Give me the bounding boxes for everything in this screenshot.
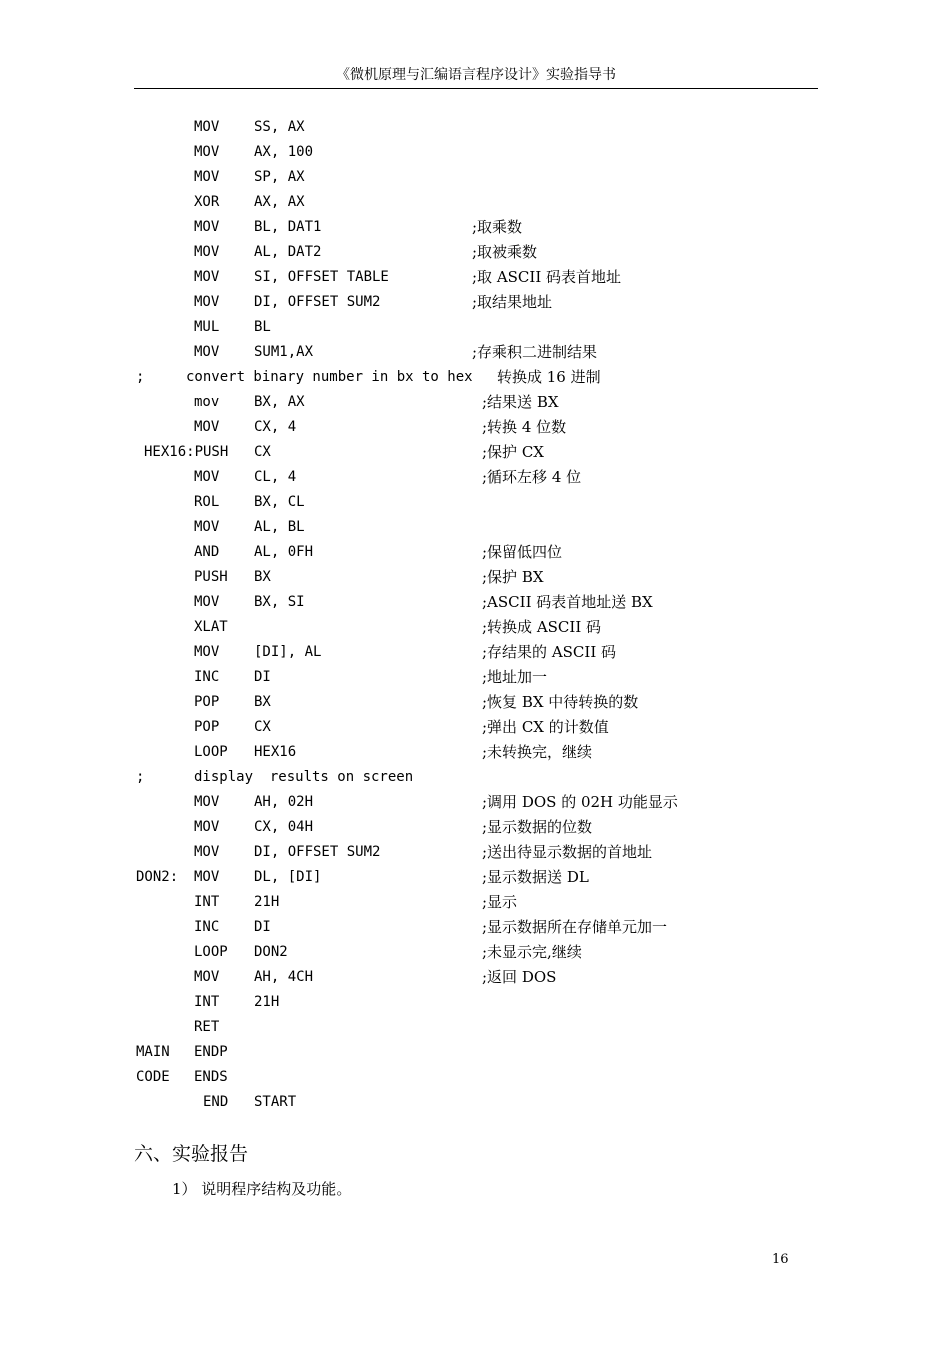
code-comment: ;保护 BX <box>482 568 544 586</box>
code-comment: ;转换 4 位数 <box>482 418 567 436</box>
code-line <box>0 465 952 490</box>
report-item: 1） 说明程序结构及功能。 <box>172 1180 352 1198</box>
code-line <box>0 440 952 465</box>
code-line <box>0 490 952 515</box>
code-comment: ;地址加一 <box>482 668 548 686</box>
code-comment-text: display results on screen <box>194 769 414 785</box>
code-opcode: INC <box>194 669 220 685</box>
code-label: HEX16:PUSH <box>144 444 229 460</box>
code-line <box>0 715 952 740</box>
code-comment: ;取被乘数 <box>472 243 538 261</box>
code-line <box>0 565 952 590</box>
code-operands: CX <box>254 444 271 460</box>
code-operands: AL, BL <box>254 519 305 535</box>
code-operands: AH, 4CH <box>254 969 314 985</box>
code-operands: 21H <box>254 994 280 1010</box>
code-operands: DI, OFFSET SUM2 <box>254 294 381 310</box>
code-opcode: MOV <box>194 269 220 285</box>
code-opcode: END <box>203 1094 229 1110</box>
code-opcode: INC <box>194 919 220 935</box>
code-comment: ;调用 DOS 的 02H 功能显示 <box>482 793 678 811</box>
code-line <box>0 315 952 340</box>
code-opcode: mov <box>194 394 220 410</box>
code-operands: SS, AX <box>254 119 305 135</box>
code-comment: ;存乘积二进制结果 <box>472 343 598 361</box>
code-operands: BL <box>254 319 271 335</box>
code-operands: DL, [DI] <box>254 869 322 885</box>
code-opcode: MOV <box>194 519 220 535</box>
code-opcode: XLAT <box>194 619 228 635</box>
code-opcode: MOV <box>194 169 220 185</box>
code-line <box>0 590 952 615</box>
code-operands: DI <box>254 919 271 935</box>
code-line <box>0 215 952 240</box>
code-opcode: MOV <box>194 294 220 310</box>
code-operands: SP, AX <box>254 169 305 185</box>
page-header-title: 《微机原理与汇编语言程序设计》实验指导书 <box>336 67 616 83</box>
code-comment: ;送出待显示数据的首地址 <box>482 843 653 861</box>
code-opcode: MOV <box>194 869 220 885</box>
code-line <box>0 840 952 865</box>
code-operands: CX, 04H <box>254 819 314 835</box>
code-opcode: MOV <box>194 969 220 985</box>
code-label: ; <box>136 369 145 385</box>
code-comment: ;显示数据所在存储单元加一 <box>482 918 668 936</box>
code-listing <box>0 115 952 1115</box>
code-comment: ;未转换完，继续 <box>482 743 593 761</box>
code-comment: ;保护 CX <box>482 443 544 461</box>
code-opcode: MUL <box>194 319 220 335</box>
code-operands: AX, AX <box>254 194 305 210</box>
code-opcode: INT <box>194 894 220 910</box>
code-operands: SI, OFFSET TABLE <box>254 269 389 285</box>
code-opcode: MOV <box>194 219 220 235</box>
code-operands: [DI], AL <box>254 644 322 660</box>
code-line <box>0 165 952 190</box>
code-opcode: MOV <box>194 244 220 260</box>
code-opcode: MOV <box>194 594 220 610</box>
code-line <box>0 965 952 990</box>
code-opcode: MOV <box>194 819 220 835</box>
code-opcode: MOV <box>194 794 220 810</box>
code-line <box>0 865 952 890</box>
page-number: 16 <box>772 1252 789 1267</box>
code-line <box>0 640 952 665</box>
code-opcode: ENDS <box>194 1069 228 1085</box>
code-label: ; <box>136 769 145 785</box>
code-operands: BX, SI <box>254 594 305 610</box>
code-operands: DI <box>254 669 271 685</box>
code-opcode: POP <box>194 719 220 735</box>
code-line <box>0 115 952 140</box>
code-operands: SUM1,AX <box>254 344 314 360</box>
code-opcode: INT <box>194 994 220 1010</box>
code-comment: 转换成 16 进制 <box>497 368 601 386</box>
code-opcode: AND <box>194 544 220 560</box>
code-comment: ;未显示完,继续 <box>482 943 582 961</box>
code-opcode: ROL <box>194 494 220 510</box>
code-opcode: PUSH <box>194 569 228 585</box>
code-opcode: MOV <box>194 419 220 435</box>
code-comment: ;ASCII 码表首地址送 BX <box>482 593 653 611</box>
code-opcode: MOV <box>194 844 220 860</box>
code-operands: CX, 4 <box>254 419 297 435</box>
code-line <box>0 515 952 540</box>
section-heading: 六、实验报告 <box>134 1143 249 1165</box>
code-opcode: RET <box>194 1019 220 1035</box>
code-operands: 21H <box>254 894 280 910</box>
code-opcode: MOV <box>194 119 220 135</box>
code-operands: AL, 0FH <box>254 544 314 560</box>
code-opcode: MOV <box>194 644 220 660</box>
code-line <box>0 740 952 765</box>
code-line <box>0 990 952 1015</box>
code-comment: ;存结果的 ASCII 码 <box>482 643 617 661</box>
code-opcode: POP <box>194 694 220 710</box>
code-line <box>0 665 952 690</box>
code-comment: ;显示数据送 DL <box>482 868 589 886</box>
code-comment-text: convert binary number in bx to hex <box>186 369 473 385</box>
code-operands: BL, DAT1 <box>254 219 322 235</box>
code-opcode: MOV <box>194 469 220 485</box>
code-comment: ;恢复 BX 中待转换的数 <box>482 693 639 711</box>
code-opcode: MOV <box>194 344 220 360</box>
code-opcode: XOR <box>194 194 220 210</box>
code-line <box>0 540 952 565</box>
code-operands: BX <box>254 694 271 710</box>
code-line <box>0 1040 952 1065</box>
code-line <box>0 1065 952 1090</box>
code-line <box>0 940 952 965</box>
code-line <box>0 240 952 265</box>
code-operands: CX <box>254 719 271 735</box>
code-comment: ;显示 <box>482 893 518 911</box>
code-label: CODE <box>136 1069 170 1085</box>
code-opcode: MOV <box>194 144 220 160</box>
code-operands: CL, 4 <box>254 469 297 485</box>
code-opcode: LOOP <box>194 744 228 760</box>
code-comment: ;弹出 CX 的计数值 <box>482 718 609 736</box>
code-line <box>0 615 952 640</box>
code-comment: ;取乘数 <box>472 218 523 236</box>
code-line <box>0 1090 952 1115</box>
code-comment: ;取 ASCII 码表首地址 <box>472 268 622 286</box>
code-line <box>0 390 952 415</box>
code-line <box>0 140 952 165</box>
code-line <box>0 815 952 840</box>
code-operands: BX, CL <box>254 494 305 510</box>
code-comment: ;取结果地址 <box>472 293 553 311</box>
code-operands: AL, DAT2 <box>254 244 322 260</box>
code-comment: ;转换成 ASCII 码 <box>482 618 602 636</box>
code-line <box>0 790 952 815</box>
code-opcode: ENDP <box>194 1044 228 1060</box>
code-line <box>0 915 952 940</box>
code-operands: DI, OFFSET SUM2 <box>254 844 381 860</box>
code-operands: AX, 100 <box>254 144 314 160</box>
code-operands: HEX16 <box>254 744 297 760</box>
code-line <box>0 265 952 290</box>
code-comment: ;保留低四位 <box>482 543 563 561</box>
code-label: DON2: <box>136 869 179 885</box>
code-operands: AH, 02H <box>254 794 314 810</box>
code-comment: ;循环左移 4 位 <box>482 468 582 486</box>
code-line <box>0 690 952 715</box>
code-operands: BX, AX <box>254 394 305 410</box>
code-comment: ;返回 DOS <box>482 968 557 986</box>
code-line <box>0 190 952 215</box>
code-line <box>0 365 952 390</box>
code-label: MAIN <box>136 1044 170 1060</box>
code-line <box>0 765 952 790</box>
code-line <box>0 290 952 315</box>
code-line <box>0 415 952 440</box>
code-comment: ;显示数据的位数 <box>482 818 593 836</box>
code-opcode: LOOP <box>194 944 228 960</box>
code-line <box>0 1015 952 1040</box>
code-comment: ;结果送 BX <box>482 393 559 411</box>
code-operands: START <box>254 1094 297 1110</box>
code-line <box>0 340 952 365</box>
code-line <box>0 890 952 915</box>
code-operands: BX <box>254 569 271 585</box>
header-rule <box>134 88 818 89</box>
code-operands: DON2 <box>254 944 288 960</box>
